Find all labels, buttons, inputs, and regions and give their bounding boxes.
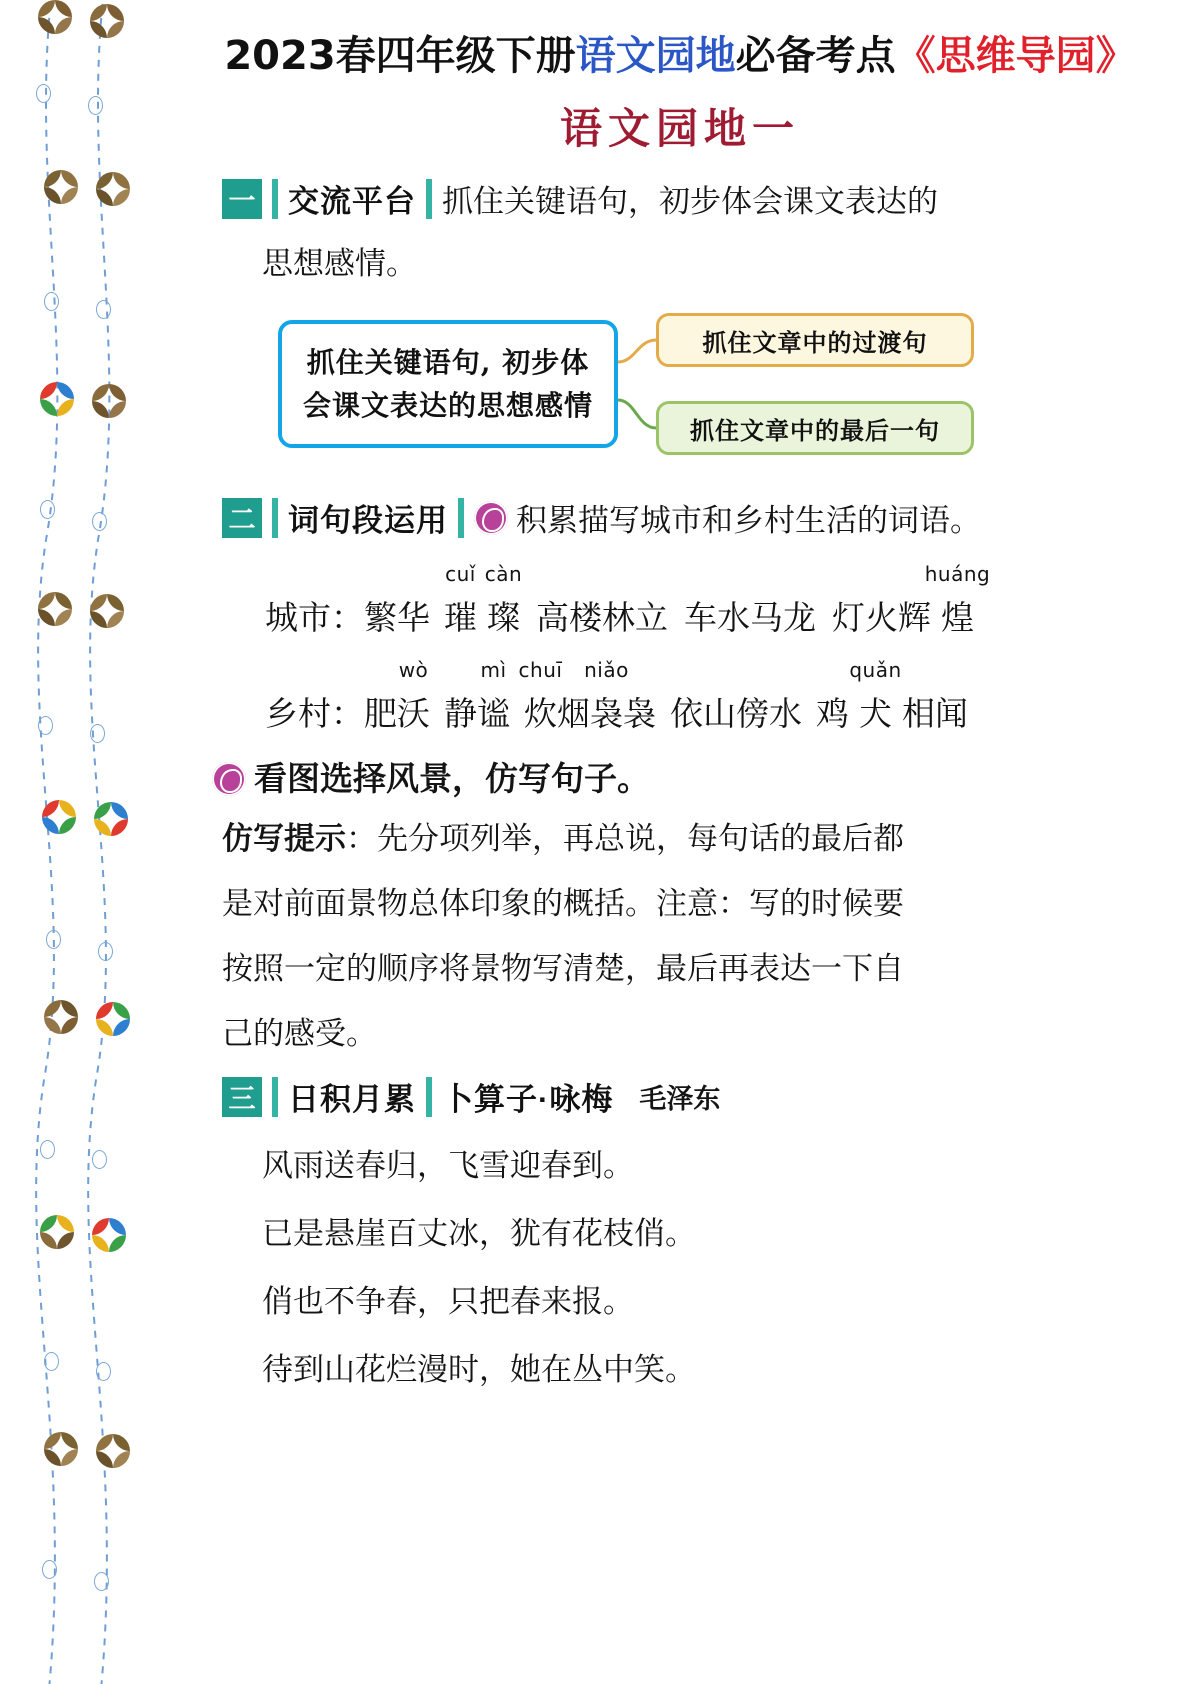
- section-header-3: [222, 1074, 720, 1119]
- word-text: 犬: [859, 695, 892, 732]
- word-text: 袅: [623, 695, 656, 732]
- mindmap-branch-top: [656, 313, 974, 367]
- poem-author: 毛泽东: [639, 1084, 721, 1115]
- poem-line-3: 俏也不争春，只把春来报。: [262, 1284, 634, 1319]
- word-text: 袅: [590, 695, 623, 732]
- word-text: 相闻: [902, 695, 968, 732]
- word-text: 灯火辉: [832, 599, 931, 636]
- section-divider: [272, 498, 278, 538]
- word-text: 璀: [444, 599, 477, 636]
- word-text: 璨: [487, 599, 520, 636]
- section-divider: [272, 1077, 278, 1117]
- vocab-word: [444, 562, 477, 639]
- vocab-word: [584, 658, 629, 735]
- mindmap-branch-bottom-label: 抓住文章中的最后一句: [690, 415, 940, 445]
- section-divider: [426, 1077, 432, 1117]
- pinyin: quǎn: [849, 658, 902, 682]
- poem-title: 卜算子·咏梅: [442, 1082, 614, 1117]
- page-title: [180, 24, 1180, 81]
- word-text: 沃: [397, 695, 430, 732]
- section-divider: [458, 498, 464, 538]
- vocab-word: [816, 688, 849, 735]
- pinyin: huáng: [924, 562, 991, 586]
- vocab-word: [364, 592, 430, 639]
- word-text: 车水马龙: [684, 599, 816, 636]
- vocab-word: [518, 658, 563, 735]
- hint-line-3: 按照一定的顺序将景物写清楚，最后再表达一下自: [222, 951, 904, 986]
- vocab-word: [557, 688, 590, 735]
- word-text: 谧: [477, 695, 510, 732]
- hint-text-1: ：先分项列举，再总说，每句话的最后都: [346, 821, 904, 856]
- section-label-1: 交流平台: [288, 184, 416, 219]
- poem-line-1: 风雨送春归，飞雪迎春到。: [262, 1148, 634, 1183]
- seal-stamp-icon: [212, 762, 246, 796]
- hint-line-1: [222, 810, 904, 867]
- section-number-3: 三: [222, 1077, 262, 1117]
- poem-line-4: 待到山花烂漫时，她在丛中笑。: [262, 1352, 696, 1387]
- word-text: 高楼林立: [536, 599, 668, 636]
- pinyin: chuī: [518, 658, 563, 682]
- word-text: 鸡: [816, 695, 849, 732]
- mindmap-main-line2: 会课文表达的思想感情: [302, 389, 593, 422]
- hint-label: 仿写提示: [222, 821, 346, 856]
- title-segment-2: 语文园地: [575, 33, 736, 79]
- vocab-word: [397, 658, 430, 735]
- vocab-word: [364, 688, 397, 735]
- vocab-word: [849, 658, 902, 735]
- section-number-1: 一: [222, 179, 262, 219]
- pinyin: cuǐ: [445, 562, 476, 586]
- word-text: 依山傍水: [670, 695, 802, 732]
- hint-line-4: 己的感受。: [222, 1016, 377, 1051]
- pinyin: mì: [480, 658, 507, 682]
- word-text: 烟: [557, 695, 590, 732]
- vocabulary-city-label: 城市：: [265, 599, 364, 636]
- exercise-prompt-row: [212, 748, 650, 809]
- section-body-1-line2: 思想感情。: [262, 246, 417, 281]
- mindmap-branch-bottom: [656, 401, 974, 455]
- title-segment-4: 《思维导园》: [895, 33, 1136, 79]
- vocab-word: [484, 562, 523, 639]
- mindmap-branch-top-label: 抓住文章中的过渡句: [702, 327, 928, 357]
- section-body-1-line1: 抓住关键语句，初步体会课文表达的: [442, 184, 938, 219]
- vocabulary-country: [265, 658, 968, 735]
- vocabulary-city: [265, 562, 991, 639]
- vocab-word: [536, 592, 668, 639]
- mindmap: [270, 300, 990, 470]
- title-segment-1: 2023春四年级下册: [224, 33, 576, 79]
- mindmap-main-line1: 抓住关键语句, 初步体: [306, 345, 590, 379]
- section-label-3: 日积月累: [288, 1082, 416, 1117]
- vocab-word: [444, 688, 477, 735]
- section-divider: [272, 179, 278, 219]
- section-label-2: 词句段运用: [288, 503, 448, 538]
- vocab-word: [477, 658, 510, 735]
- word-text: 静: [444, 695, 477, 732]
- vocab-word: [684, 592, 816, 639]
- section-body-2: 积累描写城市和乡村生活的词语。: [516, 503, 981, 538]
- word-text: 繁华: [364, 599, 430, 636]
- page-subtitle: 语文园地一: [559, 104, 800, 153]
- vocabulary-country-line: [265, 658, 968, 735]
- hint-line-2: 是对前面景物总体印象的概括。注意：写的时候要: [222, 886, 904, 921]
- vocab-word: [902, 688, 968, 735]
- title-segment-3: 必备考点: [735, 33, 896, 79]
- word-text: 肥: [364, 695, 397, 732]
- vocab-word: [623, 688, 656, 735]
- mindmap-main-node: [278, 320, 618, 448]
- vocabulary-country-label: 乡村：: [265, 695, 364, 732]
- exercise-prompt: 看图选择风景，仿写句子。: [254, 760, 650, 797]
- vocab-word: [832, 592, 931, 639]
- pinyin: càn: [484, 562, 523, 586]
- word-text: 煌: [941, 599, 974, 636]
- vocabulary-city-line: [265, 562, 991, 639]
- section-header-1: [222, 176, 938, 221]
- word-text: 炊: [524, 695, 557, 732]
- vocab-word: [924, 562, 991, 639]
- pinyin: niǎo: [584, 658, 629, 682]
- section-divider: [426, 179, 432, 219]
- section-header-2: [222, 495, 981, 540]
- section-number-2: 二: [222, 498, 262, 538]
- poem-line-2: 已是悬崖百丈冰，犹有花枝俏。: [262, 1216, 696, 1251]
- pinyin: wò: [398, 658, 429, 682]
- vocab-word: [670, 688, 802, 735]
- seal-stamp-icon: [474, 501, 508, 535]
